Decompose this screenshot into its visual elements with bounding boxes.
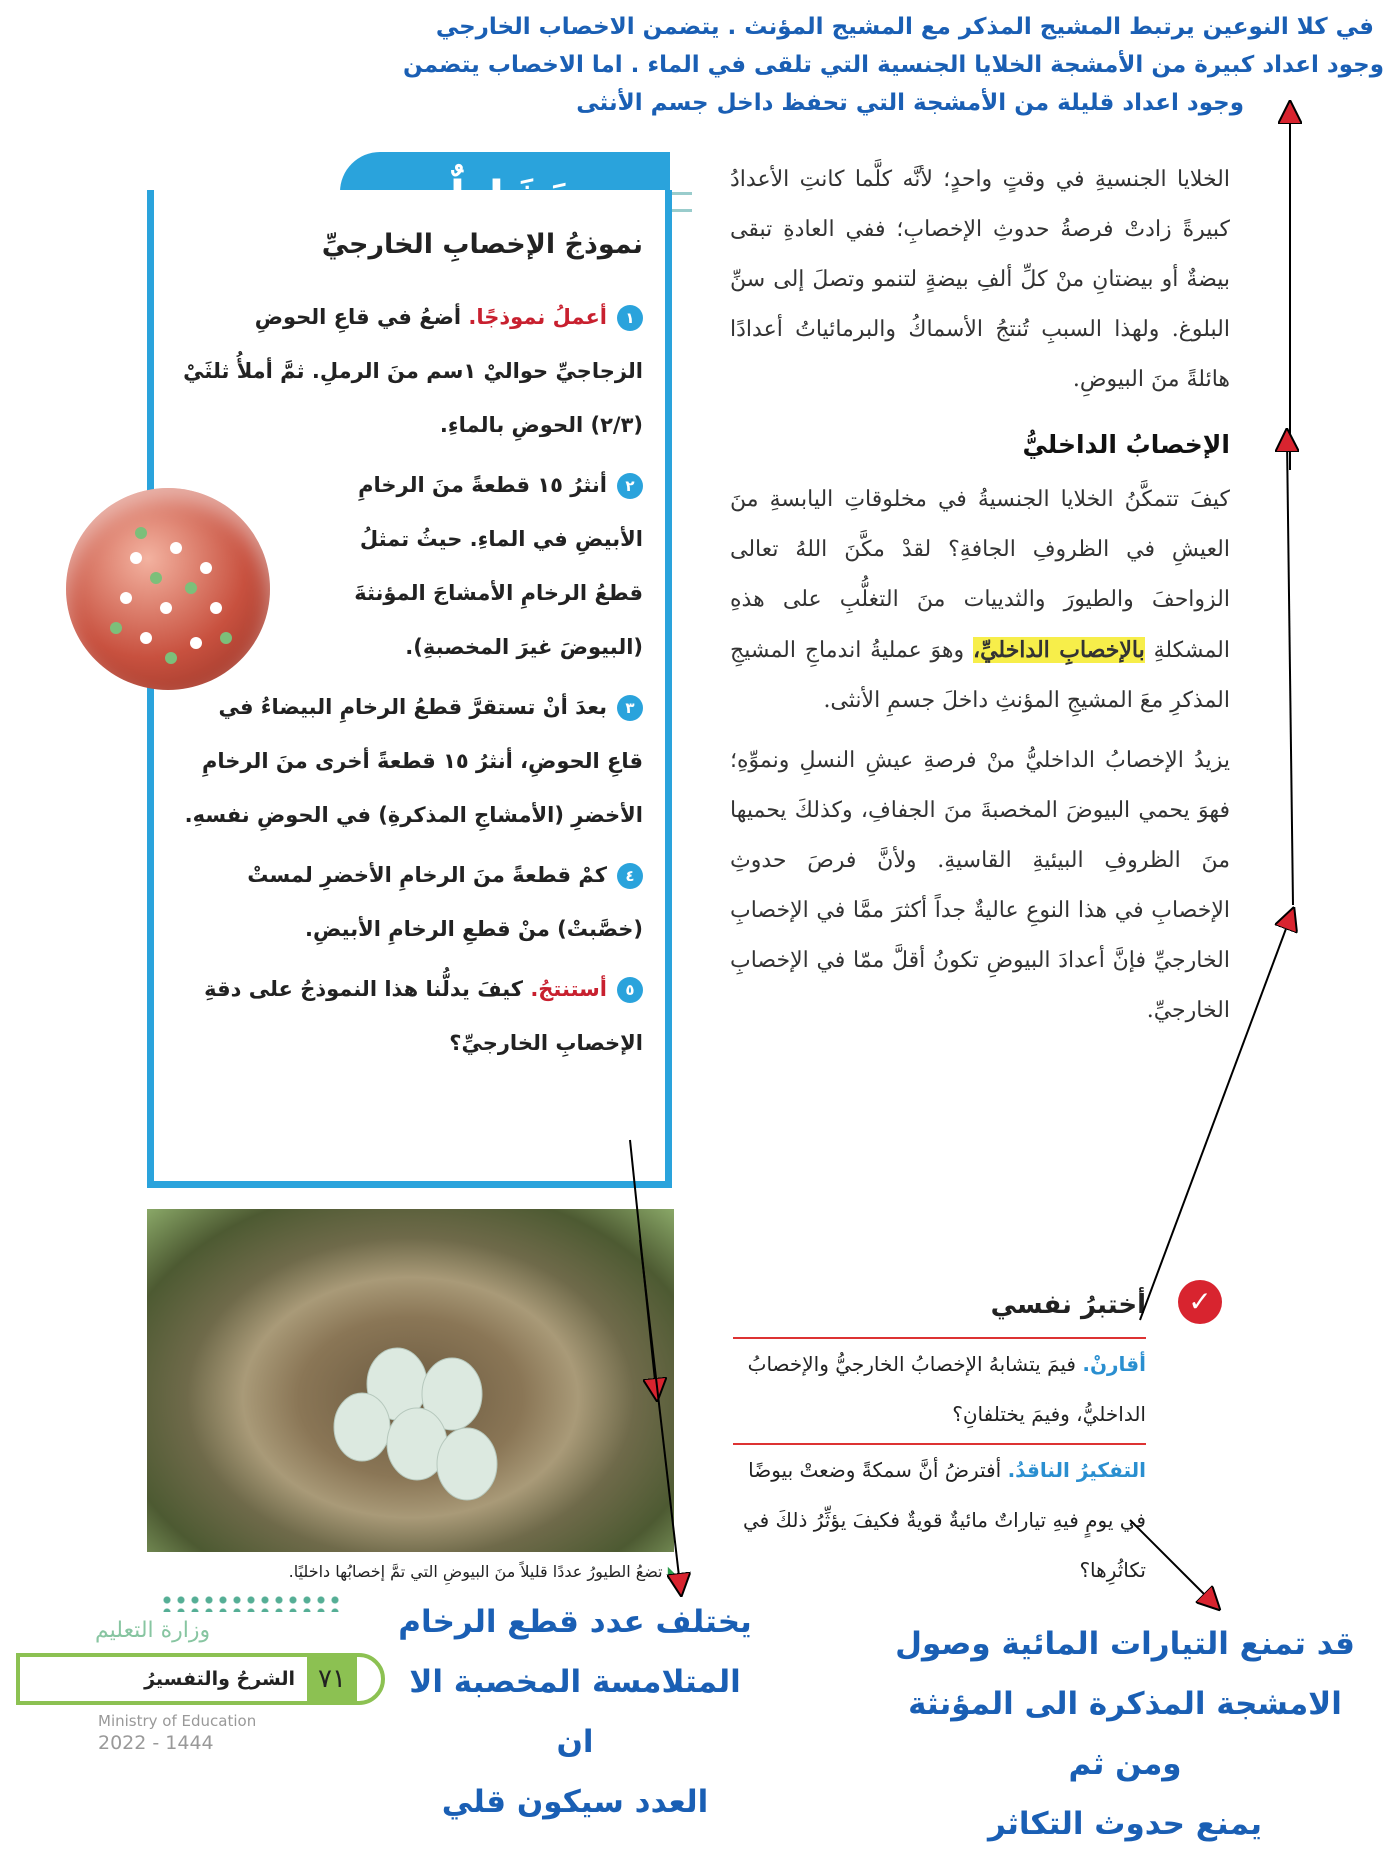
section-label: الشرحُ والتفسيرُ <box>144 1668 295 1690</box>
watermark-year: 2022 - 1444 <box>98 1732 214 1754</box>
step-text: كيفَ يدلُّنا هذا النموذجُ على دقةِ الإخصابِ الخارجيِّ؟ <box>204 977 643 1055</box>
question-label: أقارنْ. <box>1082 1352 1146 1376</box>
annotation-line: يختلف عدد قطع الرخام <box>398 1604 752 1640</box>
paragraph: يزيدُ الإخصابُ الداخليُّ منْ فرصةِ عيشِ النسلِ ونموِّهِ؛ فهوَ يحمي البيوضَ المخصبةَ منَ الجفافِ، وكذلكَ يحميها منَ الظروفِ البيئيةِ القاسيةِ. ولأنَّ فرصَ حدوثِ الإخصابِ في هذا النوعِ عاليةٌ جداً أكثرَ ممَّا في الإخصابِ الخارجيِّ فإنَّ أعدادَ البيوضِ تكونُ أقلَّ ممّا في الإخصابِ الخارجيِّ. <box>730 748 1230 1023</box>
step-number: ٢ <box>617 473 643 499</box>
step-label: أستنتجُ. <box>530 977 607 1001</box>
question-text: فيمَ يتشابهُ الإخصابُ الخارجيُّ والإخصابُ الداخليُّ، وفيمَ يختلفانِ؟ <box>747 1352 1146 1426</box>
step-text: كمْ قطعةً منَ الرخامِ الأخضرِ لمستْ (خصَّبتْ) منْ قطعِ الرخامِ الأبيضِ. <box>247 863 643 941</box>
text: كيفَ تتمكَّنُ الخلايا الجنسيةُ في مخلوقاتِ اليابسةِ منَ العيشِ في الظروفِ الجافةِ؟ لقدْ مكَّنَ اللهُ تعالى الزواحفَ والطيورَ والثدييات منَ التغلُّبِ على هذهِ المشكلةِ <box>730 487 1230 663</box>
annotation-line: الامشجة المذكرة الى المؤنثة ومن ثم <box>908 1686 1342 1782</box>
activity-title: نموذجُ الإخصابِ الخارجيِّ <box>321 229 643 260</box>
annotation-line: قد تمنع التيارات المائية وصول <box>895 1626 1355 1662</box>
arrow <box>1140 918 1290 1320</box>
annotation-line: يمنع حدوث التكاثر <box>987 1806 1263 1842</box>
section-heading: الإخصابُ الداخليُّ <box>1022 430 1230 459</box>
check-icon: ✓ <box>1178 1280 1222 1324</box>
text: وهوَ عمليةُ اندماجِ المشيجِ المذكرِ معَ المشيجِ المؤنثِ داخلَ جسمِ الأنثى. <box>730 638 1230 713</box>
paragraph: الخلايا الجنسيةِ في وقتٍ واحدٍ؛ لأنَّه كلَّما كانتِ الأعدادُ كبيرةً زادتْ فرصةُ حدوثِ الإخصابِ؛ ففي العادةِ تبقى بيضةٌ أو بيضتانِ منْ كلِّ ألفِ بيضةٍ لتنمو وتصلَ إلى سنِّ البلوغ. ولهذا السببِ تُنتجُ الأسماكُ والبرمائياتُ أعدادًا هائلةً منَ البيوضِ. <box>730 167 1230 392</box>
caption-text: تضعُ الطيورُ عددًا قليلاً منَ البيوضِ التي تمَّ إخصابُها داخليًا. <box>288 1562 663 1581</box>
annotation-line: العدد سيكون قلي <box>441 1784 709 1820</box>
step-text: أضعُ في قاعِ الحوضِ الزجاجيِّ حواليْ ١سم منَ الرملِ. ثمَّ أملأُ ثلثَيْ (٢/٣) الحوضِ بالماءِ. <box>183 305 643 437</box>
check-title: أختبرُ نفسي <box>990 1290 1146 1320</box>
step-number: ٤ <box>617 863 643 889</box>
page-number: ٧١ <box>307 1657 357 1701</box>
question-label: التفكيرُ الناقدُ. <box>1007 1458 1146 1482</box>
arrow <box>1130 1520 1212 1602</box>
step-number: ١ <box>617 305 643 331</box>
question-text: أفترضُ أنَّ سمكةً وضعتْ بيوضًا في يومٍ فيهِ تياراتٌ مائيةٌ قويةٌ فكيفَ يؤثِّرُ ذلكَ في تكاثُرِها؟ <box>742 1458 1146 1582</box>
step-text: أنثرُ ١٥ قطعةً منَ الرخامِ الأبيضِ في الماءِ. حيثُ تمثلُ قطعُ الرخامِ الأمشاجَ المؤنثةَ (البيوضَ غيرَ المخصبةِ). <box>354 473 643 659</box>
step-number: ٥ <box>617 977 643 1003</box>
annotation-line: في كلا النوعين يرتبط المشيج المذكر مع المشيج المؤنث . يتضمن الاخصاب الخارجي <box>435 14 1374 40</box>
caption-triangle-icon: ◣ <box>667 1562 680 1581</box>
arrow <box>1287 440 1293 905</box>
step-text: بعدَ أنْ تستقرَّ قطعُ الرخامِ البيضاءُ في قاعِ الحوضِ، أنثرُ ١٥ قطعةً أخرى منَ الرخامِ الأخضرِ (الأمشاجِ المذكرةِ) في الحوضِ نفسهِ. <box>184 695 643 827</box>
annotation-line: وجود اعداد كبيرة من الأمشجة الخلايا الجنسية التي تلقى في الماء . اما الاخصاب يتضمن <box>403 52 1384 78</box>
highlighted-term: بالإخصابِ الداخليِّ، <box>972 637 1145 663</box>
step-label: أعملُ نموذجًا. <box>468 305 607 329</box>
watermark-en: Ministry of Education <box>98 1712 257 1730</box>
arrow <box>640 1240 680 1585</box>
annotation-line: وجود اعداد قليلة من الأمشجة التي تحفظ داخل جسم الأنثى <box>576 90 1244 116</box>
step-number: ٣ <box>617 695 643 721</box>
watermark-ar: وزارة التعليم <box>95 1618 211 1643</box>
annotation-line: المتلامسة المخصبة الا ان <box>409 1664 741 1760</box>
